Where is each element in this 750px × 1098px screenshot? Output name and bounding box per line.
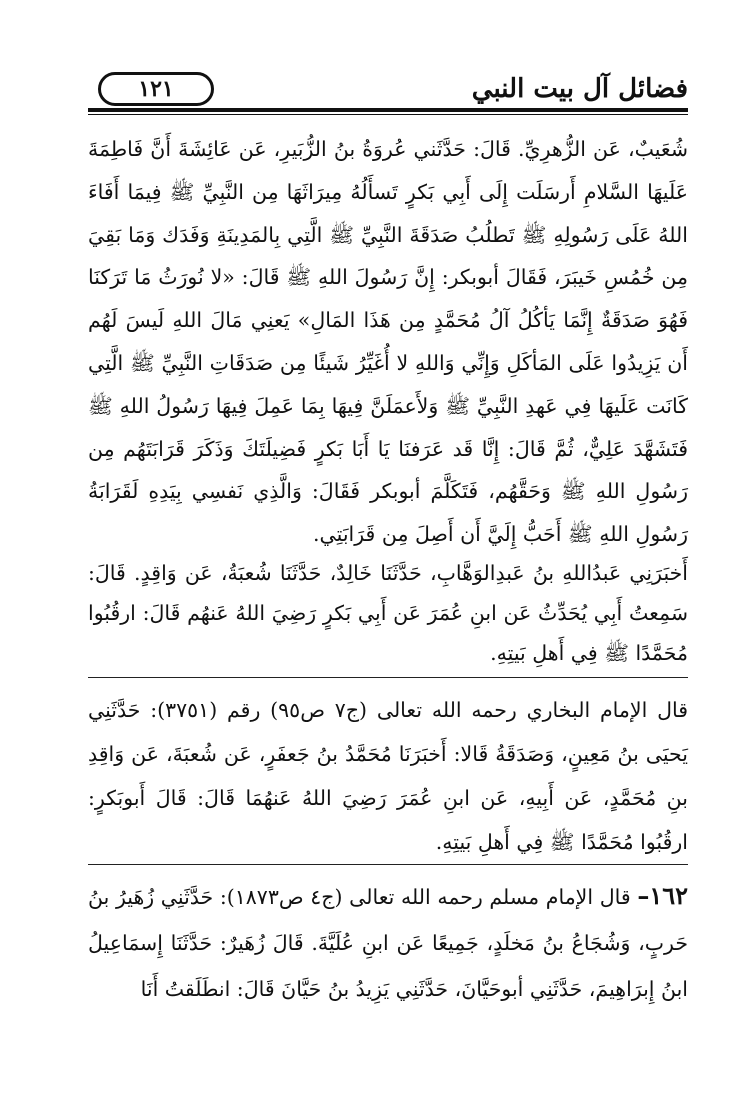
running-header [88, 70, 688, 110]
hadith-162 [88, 873, 688, 1012]
hadith-text: قال الإمام مسلم رحمه الله تعالى (ج٤ ص١٨٧٣): حَدَّثَنِي زُهَيرُ بنُ حَربٍ، وَشُجَاعُ بنُ مَخلَدٍ، جَمِيعًا عَن ابنِ عُلَيَّةَ. قَالَ زُهَيرٌ: حَدَّثَنَا إِسمَاعِيلُ ابنُ إِبرَاهِيمَ، حَدَّثَنِي أبوحَيَّانَ، حَدَّثَنِي يَزِيدُ بنُ حَيَّانَ قَالَ: انطَلَقتُ أَنَا [88, 885, 688, 1001]
running-title: فضائل آل بيت النبي [471, 74, 688, 104]
section-divider [88, 864, 688, 865]
header-rule [88, 108, 688, 112]
hadith-dash: – [637, 881, 650, 910]
paragraph-1: شُعَيبٌ، عَن الزُّهرِيِّ. قَالَ: حَدَّثَني عُروَةُ بنُ الزُّبَيرِ، عَن عَائِشَةَ أَنَّ فَاطِمَةَ عَلَيهَا السَّلامِ أَرسَلَت إِلَى أَبِي بَكرٍ تَسأَلُهُ مِيرَاثَهَا مِن النَّبِيِّ ﷺ فِيمَا أَفَاءَ اللهُ عَلَى رَسُولِهِ ﷺ تَطلُبُ صَدَقَةَ النَّبِيِّ ﷺ الَّتِي بِالمَدِينَةِ وَفَدَك وَمَا بَقِيَ مِن خُمُسِ خَيبَرَ، فَقَالَ أبوبكر: إِنَّ رَسُولَ اللهِ ﷺ قَالَ: «لا نُورَثُ مَا تَرَكنَا فَهُوَ صَدَقَةٌ إِنَّمَا يَأكُلُ آلُ مُحَمَّدٍ مِن هَذَا المَالِ» يَعنِي مَالَ اللهِ لَيسَ لَهُم أَن يَزِيدُوا عَلَى المَأكَلِ وَإِنِّي وَاللهِ لا أُغَيِّرُ شَيئًا مِن صَدَقَاتِ النَّبِيِّ ﷺ الَّتِي كَانَت عَلَيهَا فِي عَهدِ النَّبِيِّ ﷺ وَلأَعمَلَنَّ فِيهَا بِمَا عَمِلَ فِيهَا رَسُولُ اللهِ ﷺ فَتَشَهَّدَ عَلِيٌّ، ثُمَّ قَالَ: إِنَّا قَد عَرَفنَا يَا أَبَا بَكرٍ فَضِيلَتَكَ وَذَكَرَ قَرَابَتَهُم مِن رَسُولِ اللهِ ﷺ وَحَقَّهُم، فَتَكَلَّمَ أبوبكر فَقَالَ: وَالَّذِي نَفسِي بِيَدِهِ لَقَرَابَةُ رَسُولِ اللهِ ﷺ أَحَبُّ إِلَيَّ أَن أَصِلَ مِن قَرَابَتِي. [88, 137, 688, 547]
section-divider [88, 677, 688, 678]
page-number-badge: ١٢١ [98, 72, 214, 106]
paragraph-3: قال الإمام البخاري رحمه الله تعالى (ج٧ ص٩٥) رقم (٣٧٥١): حَدَّثَنِي يَحيَى بنُ مَعِينٍ، وَصَدَقَةُ قَالا: أَخبَرَنَا مُحَمَّدُ بنُ جَعفَرٍ، عَن شُعبَةَ، عَن وَاقِدِ بنِ مُحَمَّدٍ، عَن أَبِيهِ، عَن ابنِ عُمَرَ رَضِيَ اللهُ عَنهُمَا قَالَ: قَالَ أَبوبَكرٍ: ارقُبُوا مُحَمَّدًا ﷺ فِي أَهلِ بَيتِهِ. [88, 698, 689, 854]
paragraph-2: أَخبَرَنِي عَبدُاللهِ بنُ عَبدِالوَهَّابِ، حَدَّثَنَا خَالِدٌ، حَدَّثَنَا شُعبَةُ، عَن وَاقِدٍ. قَالَ: سَمِعتُ أَبِي يُحَدِّثُ عَن ابنِ عُمَرَ عَن أَبِي بَكرٍ رَضِيَ اللهُ عَنهُم قَالَ: ارقُبُوا مُحَمَّدًا ﷺ فِي أَهلِ بَيتِهِ. [88, 561, 688, 665]
header-rule-thin [88, 114, 688, 115]
hadith-number: ١٦٢ [649, 881, 688, 910]
